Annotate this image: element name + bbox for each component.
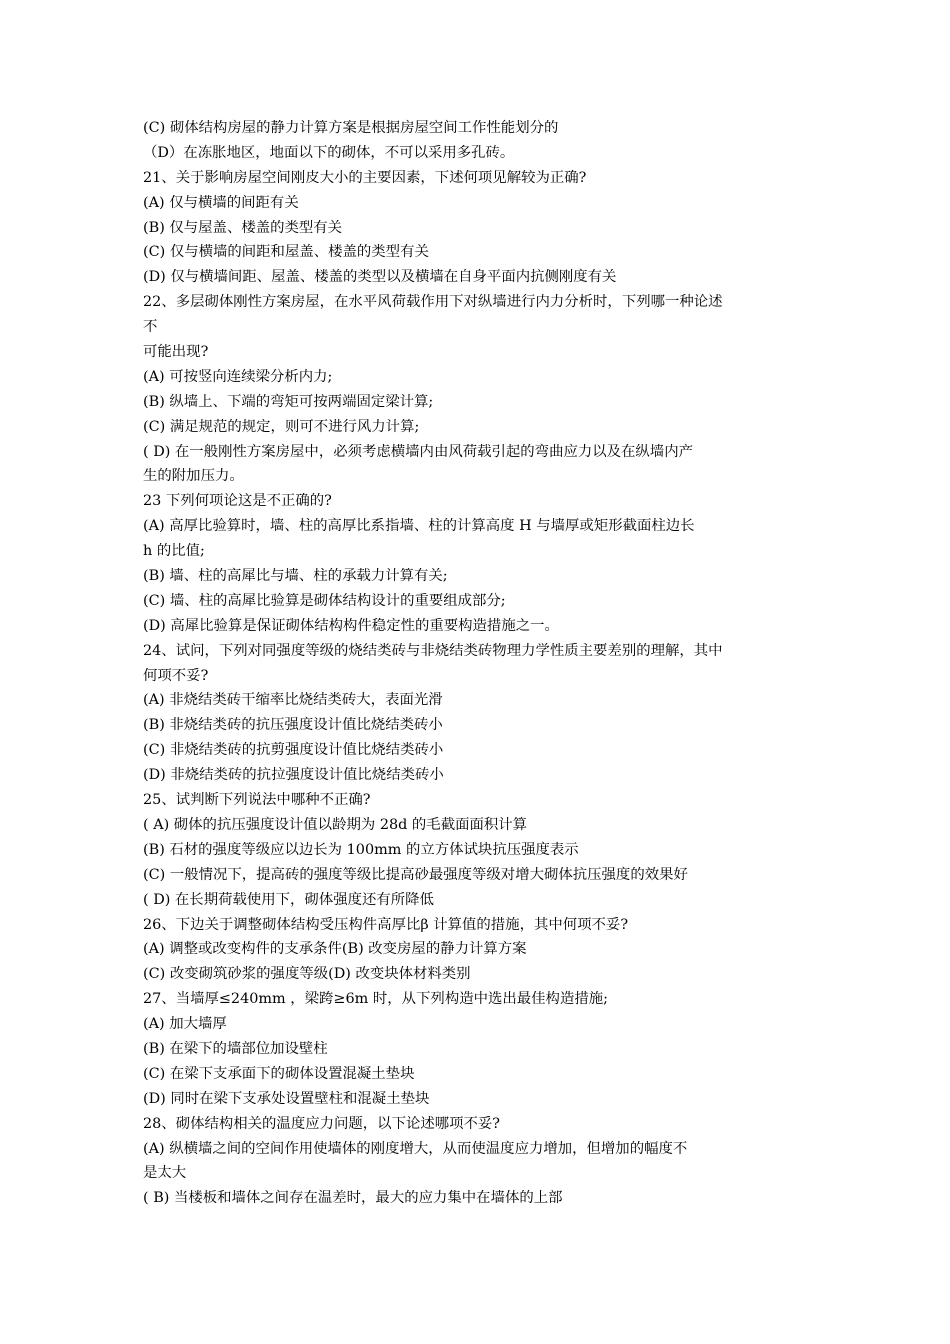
option-line: (A) 调整或改变构件的支承条件(B) 改变房屋的静力计算方案 <box>143 941 527 958</box>
option-line: (C) 改变砌筑砂浆的强度等级(D) 改变块体材料类别 <box>143 966 471 983</box>
option-line: (A) 高厚比验算时，墙、柱的高厚比系指墙、柱的计算高度 H 与墙厚或矩形截面柱边长 <box>143 518 695 535</box>
option-line: (A) 非烧结类砖干缩率比烧结类砖大，表面光滑 <box>143 692 443 709</box>
text-line: h 的比值; <box>143 543 205 560</box>
option-line: (B) 纵墙上、下端的弯矩可按两端固定梁计算; <box>143 393 434 410</box>
option-line: (C) 一般情况下，提高砖的强度等级比提高砂最强度等级对增大砌体抗压强度的效果好 <box>143 866 688 883</box>
option-line: (C) 仅与横墙的间距和屋盖、楼盖的类型有关 <box>143 244 429 261</box>
text-line: 何项不妥? <box>143 667 209 684</box>
text-line: 是太大 <box>143 1165 187 1182</box>
text-line: (C) 砌体结构房屋的静力计算方案是根据房屋空间工作性能划分的 <box>143 120 559 136</box>
option-line: (B) 非烧结类砖的抗压强度设计值比烧结类砖小 <box>143 717 443 734</box>
question-25-stem: 25、试判断下列说法中哪种不正确? <box>143 792 371 809</box>
option-line: (C) 在梁下支承面下的砌体设置混凝土垫块 <box>143 1065 415 1082</box>
option-line: (A) 可按竖向连续梁分析内力; <box>143 368 333 385</box>
option-line: ( B) 当楼板和墙体之间存在温差时，最大的应力集中在墙体的上部 <box>143 1190 563 1207</box>
option-line: (B) 墙、柱的高犀比与墙、柱的承载力计算有关; <box>143 568 448 585</box>
option-line: (D) 高犀比验算是保证砌体结构构件稳定性的重要构造措施之一。 <box>143 617 559 634</box>
option-line: (C) 墙、柱的高犀比验算是砌体结构设计的重要组成部分; <box>143 592 506 609</box>
question-24-stem: 24、试问，下列对同强度等级的烧结类砖与非烧结类砖物理力学性质主要差别的理解，其中 <box>143 642 723 659</box>
option-line: (D) 非烧结类砖的抗拉强度设计值比烧结类砖小 <box>143 767 444 784</box>
question-28-stem: 28、砌体结构相关的温度应力问题，以下论述哪项不妥? <box>143 1115 501 1132</box>
question-23-stem: 23 下列何项论这是不正确的? <box>143 493 332 510</box>
option-line: (A) 仅与横墙的间距有关 <box>143 194 299 211</box>
option-line: (B) 石材的强度等级应以边长为 100mm 的立方体试块抗压强度表示 <box>143 841 579 858</box>
text-line: （D）在冻胀地区，地面以下的砌体，不可以采用多孔砖。 <box>143 144 515 161</box>
question-22-stem: 22、多层砌体刚性方案房屋，在水平风荷载作用下对纵墙进行内力分析时，下列哪一种论述 <box>143 294 723 311</box>
option-line: ( D) 在一般刚性方案房屋中，必须考虑横墙内由风荷载引起的弯曲应力以及在纵墙内产 <box>143 443 693 460</box>
option-line: (A) 加大墙厚 <box>143 1016 227 1033</box>
question-27-stem: 27、当墙厚≤240mm ，梁跨≥6m 时，从下列构造中选出最佳构造措施; <box>143 991 608 1008</box>
option-line: (B) 仅与屋盖、楼盖的类型有关 <box>143 219 343 236</box>
document-body <box>143 116 823 1211</box>
text-line: 生的附加压力。 <box>143 468 244 485</box>
text-line: 可能出现? <box>143 344 209 361</box>
question-21-stem: 21、关于影响房屋空间刚皮大小的主要因素，下述何项见解较为正确? <box>143 169 587 186</box>
option-line: ( D) 在长期荷载使用下，砌体强度还有所降低 <box>143 891 434 908</box>
option-line: (C) 非烧结类砖的抗剪强度设计值比烧结类砖小 <box>143 742 444 759</box>
option-line: (D) 仅与横墙间距、屋盖、楼盖的类型以及横墙在自身平面内抗侧刚度有关 <box>143 269 617 286</box>
option-line: (D) 同时在梁下支承处设置壁柱和混凝土垫块 <box>143 1090 430 1107</box>
option-line: (B) 在梁下的墙部位加设壁柱 <box>143 1040 328 1057</box>
option-line: ( A) 砌体的抗压强度设计值以龄期为 28d 的毛截面面积计算 <box>143 816 528 833</box>
question-26-stem: 26、下边关于调整砌体结构受压构件高厚比β 计算值的措施，其中何项不妥? <box>143 916 629 933</box>
text-line: 不 <box>143 319 158 336</box>
option-line: (C) 满足规范的规定，则可不进行风力计算; <box>143 418 420 435</box>
option-line: (A) 纵横墙之间的空间作用使墙体的刚度增大，从而使温度应力增加，但增加的幅度不 <box>143 1140 688 1157</box>
